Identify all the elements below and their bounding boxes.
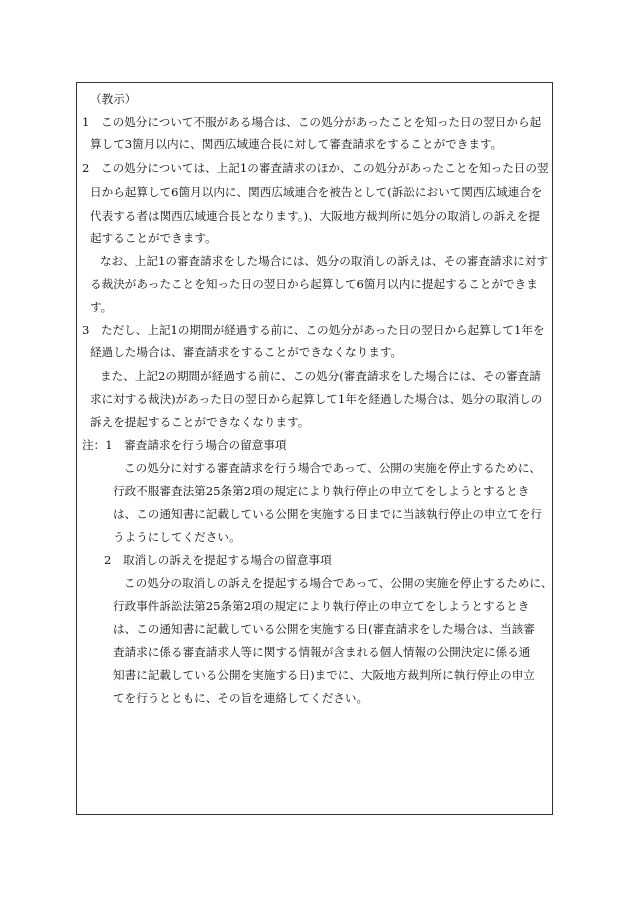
text-line-2: 算して3箇月以内に、関西広域連合長に対して審査請求をすることができます。	[90, 137, 503, 151]
text-line-6: 起することができます。	[90, 231, 217, 245]
note-2-line-6: てを行うとともに、その旨を連絡してください。	[113, 691, 369, 705]
text-line-5: 代表する者は関西広域連合長となります。)、大阪地方裁判所に処分の取消しの訴えを提	[90, 209, 540, 223]
text-line-8: る裁決があったことを知った日の翌日から起算して6箇月以内に提起することができま	[90, 277, 538, 291]
heading: （教示）	[90, 92, 137, 106]
note-1-line-2: 行政不服審査法第25条第2項の規定により執行停止の申立てをしようとするとき	[113, 484, 530, 498]
text-line-12: また、上記2の期間が経過する前に、この処分(審査請求をした場合には、その審査請	[100, 369, 541, 383]
note-2-line-3: は、この通知書に記載している公開を実施する日(審査請求をした場合は、当該審	[113, 622, 535, 636]
text-line-7: なお、上記1の審査請求をした場合には、処分の取消しの訴えは、その審査請求に対す	[100, 254, 548, 268]
note-1-line-4: うようにしてください。	[113, 530, 241, 544]
note-1-line-1: この処分に対する審査請求を行う場合であって、公開の実施を停止するために、	[124, 461, 542, 475]
text-line-11: 経過した場合は、審査請求をすることができなくなります。	[90, 345, 403, 359]
text-line-4: 日から起算して6箇月以内に、関西広域連合を被告として(訴訟において関西広域連合を	[90, 185, 543, 199]
note-1-title: 注：1 審査請求を行う場合の留意事項	[82, 438, 287, 452]
note-2-title: 2 取消しの訴えを提起する場合の留意事項	[104, 553, 332, 567]
note-2-line-5: 知書に記載している公開を実施する日)までに、大阪地方裁判所に執行停止の申立	[113, 668, 535, 682]
text-line-3: 2 この処分については、上記1の審査請求のほか、この処分があったことを知った日の翌	[82, 161, 549, 175]
text-line-14: 訴えを提起することができなくなります。	[90, 415, 310, 429]
note-2-line-1: この処分の取消しの訴えを提起する場合であって、公開の実施を停止するために、	[124, 576, 553, 590]
text-line-1: 1 この処分について不服がある場合は、この処分があったことを知った日の翌日から起	[82, 115, 542, 129]
note-2-line-4: 査請求に係る審査請求人等に関する情報が含まれる個人情報の公開決定に係る通	[113, 645, 531, 659]
note-1-line-3: は、この通知書に記載している公開を実施する日までに当該執行停止の申立てを行	[113, 507, 542, 521]
text-line-13: 求に対する裁決)があった日の翌日から起算して1年を経過した場合は、処分の取消しの	[90, 392, 543, 406]
text-line-10: 3 ただし、上記1の期間が経過する前に、この処分があった日の翌日から起算して1年を	[82, 323, 545, 337]
note-2-line-2: 行政事件訴訟法第25条第2項の規定により執行停止の申立てをしようとするとき	[113, 599, 530, 613]
text-line-9: す。	[90, 300, 113, 314]
